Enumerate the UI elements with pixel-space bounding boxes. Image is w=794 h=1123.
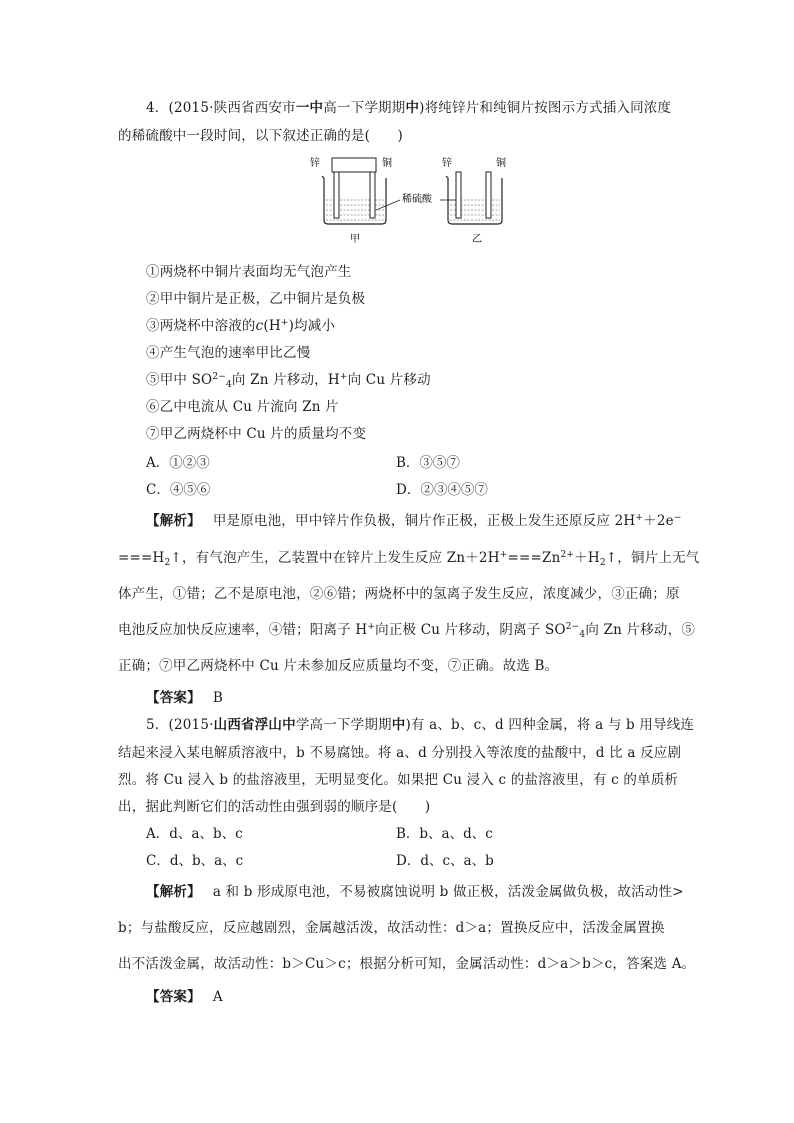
- q5-analysis-tag: 【解析】: [146, 884, 201, 900]
- q4-analysis-l1-sup2: −: [673, 513, 682, 523]
- q4-source-bold: 一中: [295, 100, 324, 116]
- q4-statement-5: [146, 368, 431, 388]
- q4-statement-3-ion: (H: [263, 318, 281, 334]
- q4-analysis-l4-c: 向 Zn 片移动，⑤: [585, 622, 696, 638]
- q5-stem-line3: 烈。将 Cu 浸入 b 的盐溶液里，无明显变化。如果把 Cu 浸入 c 的盐溶液里，有 c 的单质析: [118, 772, 679, 788]
- q4-statement-5-sup: 2−: [212, 372, 226, 382]
- q5-source-pre: (2015·: [168, 717, 214, 733]
- q4-analysis-line2: [118, 546, 699, 566]
- q5-source-post: 学高一下学期期: [295, 717, 392, 733]
- label-acid: 稀硫酸: [402, 194, 432, 205]
- q4-analysis-l2-sup: +: [499, 550, 508, 560]
- q5-analysis-line1: [146, 880, 684, 900]
- q5-option-c[interactable]: C．d、b、a、c: [146, 853, 244, 869]
- q4-analysis-line4: [118, 618, 695, 638]
- q4-statement-3-text: ③两烧杯中溶液的: [146, 318, 256, 334]
- beaker-right: [440, 172, 502, 224]
- q4-option-c[interactable]: C．④⑤⑥: [146, 482, 211, 498]
- q4-option-a[interactable]: A．①②③: [146, 455, 210, 471]
- q4-analysis-l2-c: ===Zn: [507, 550, 561, 566]
- q5-analysis-l1: a 和 b 形成原电池，不易被腐蚀说明 b 做正极，活泼金属做负极，故活动性>: [212, 884, 684, 900]
- label-right-caption: 乙: [472, 234, 482, 245]
- q4-statement-3-var: c: [255, 318, 264, 334]
- q4-analysis-l4-a: 电池反应加快反应速率，④错；阳离子 H: [118, 622, 368, 638]
- q4-analysis-l2-b: ↑，有气泡产生，乙装置中在锌片上发生反应 Zn＋2H: [170, 550, 500, 566]
- q4-analysis-l2-sub2: 2: [599, 558, 606, 568]
- q5-answer-tag: 【答案】: [146, 989, 201, 1005]
- q4-analysis-l1: 甲是原电池，甲中锌片作负极，铜片作正极，正极上发生还原反应 2H: [212, 513, 636, 529]
- q4-source-pre: (2015·陕西省西安市: [168, 100, 296, 116]
- q5-option-b[interactable]: B．b、a、d、c: [396, 826, 493, 842]
- q4-source-end: ): [419, 100, 425, 116]
- q4-option-d[interactable]: D．②③④⑤⑦: [396, 482, 488, 498]
- q4-number: 4．: [146, 100, 169, 116]
- q4-analysis-l2-sub: 2: [164, 558, 171, 568]
- q4-answer-tag: 【答案】: [146, 690, 201, 706]
- q4-statement-7: ⑦甲乙两烧杯中 Cu 片的质量均不变: [146, 426, 367, 442]
- label-left-zinc: 锌: [310, 158, 320, 169]
- q5-stem-rest: 有 a、b、c、d 四种金属，将 a 与 b 用导线连: [410, 717, 695, 733]
- q4-analysis-l2-sup2: 2+: [560, 550, 575, 560]
- q4-statement-3-sup: +: [280, 318, 289, 328]
- q5-source-end: ): [405, 717, 411, 733]
- q5-answer-value: A: [212, 989, 223, 1005]
- q5-option-d[interactable]: D．d、c、a、b: [396, 853, 494, 869]
- q4-analysis-l4-sub: 4: [579, 630, 586, 640]
- q4-statement-1: ①两烧杯中铜片表面均无气泡产生: [146, 264, 352, 280]
- q4-source-post: 高一下学期期: [323, 100, 406, 116]
- label-right-zinc: 锌: [442, 158, 452, 169]
- q4-analysis-l1-sup: +: [635, 513, 644, 523]
- q4-analysis-l4-b: 向正极 Cu 片移动，阴离子 SO: [375, 622, 566, 638]
- beaker-diagram: [300, 152, 540, 252]
- q4-analysis-line5: 正确；⑦甲乙两烧杯中 Cu 片未参加反应质量均不变，⑦正确。故选 B。: [118, 658, 559, 674]
- q4-statement-5-end: 向 Cu 片移动: [347, 372, 431, 388]
- q5-stem-line2: 结起来浸入某电解质溶液中，b 不易腐蚀。将 a、d 分别投入等浓度的盐酸中，d 比 a 反应剧: [118, 745, 682, 761]
- q4-analysis-l2-e: ↑，铜片上无气: [605, 550, 700, 566]
- q4-stem-line2: 的稀硫酸中一段时间，以下叙述正确的是( ): [118, 128, 403, 144]
- q4-analysis-l4-sup: +: [367, 622, 376, 632]
- q5-source-bold2: 中: [391, 717, 406, 733]
- q4-statement-3-end: )均减小: [288, 318, 336, 334]
- q4-analysis-l2-a: ===H: [118, 550, 165, 566]
- q4-statement-3: [146, 314, 335, 334]
- q4-stem-rest: 将纯锌片和纯铜片按图示方式插入同浓度: [424, 100, 672, 116]
- q4-statement-5-rest: 向 Zn 片移动，H: [231, 372, 340, 388]
- label-right-copper: 铜: [496, 158, 506, 169]
- q4-analysis-tag: 【解析】: [146, 513, 201, 529]
- q4-answer: [146, 686, 223, 706]
- q4-statement-5-sub: 4: [225, 380, 232, 390]
- q4-option-b[interactable]: B．③⑤⑦: [396, 455, 460, 471]
- label-left-caption: 甲: [350, 234, 360, 245]
- q4-answer-value: B: [212, 690, 223, 706]
- q5-stem-line4: 出，据此判断它们的活动性由强到弱的顺序是( ): [118, 799, 431, 815]
- q4-analysis-l2-d: ＋H: [574, 550, 600, 566]
- q5-stem-line1: [146, 713, 694, 733]
- q4-statement-2: ②甲中铜片是正极，乙中铜片是负极: [146, 291, 366, 307]
- q5-analysis-line2: b；与盐酸反应，反应越剧烈，金属越活泼，故活动性：d＞a；置换反应中，活泼金属置换: [118, 920, 665, 936]
- q4-analysis-l1-end: ＋2e: [643, 513, 674, 529]
- q4-statement-5-text: ⑤甲中 SO: [146, 372, 213, 388]
- label-left-copper: 铜: [382, 158, 392, 169]
- q5-answer: [146, 985, 223, 1005]
- q4-stem-line1: [146, 96, 671, 116]
- q5-source-bold: 山西省浮山中: [213, 717, 296, 733]
- q4-source-bold2: 中: [405, 100, 420, 116]
- beaker-figure: [300, 152, 540, 252]
- q4-statement-6: ⑥乙中电流从 Cu 片流向 Zn 片: [146, 399, 339, 415]
- q4-analysis-l4-sup2: 2−: [565, 622, 580, 632]
- q4-analysis-line1: [146, 509, 682, 529]
- q4-statement-5-sup2: +: [339, 372, 348, 382]
- q4-statement-4: ④产生气泡的速率甲比乙慢: [146, 345, 311, 361]
- q5-number: 5．: [146, 717, 169, 733]
- q4-analysis-line3: 体产生，①错；乙不是原电池，②⑥错；两烧杯中的氢离子发生反应，浓度减少，③正确；原: [118, 586, 680, 602]
- q5-analysis-line3: 出不活泼金属，故活动性：b＞Cu＞c；根据分析可知，金属活动性：d＞a＞b＞c，答案选 A。: [118, 956, 696, 972]
- q5-option-a[interactable]: A．d、a、b、c: [146, 826, 243, 842]
